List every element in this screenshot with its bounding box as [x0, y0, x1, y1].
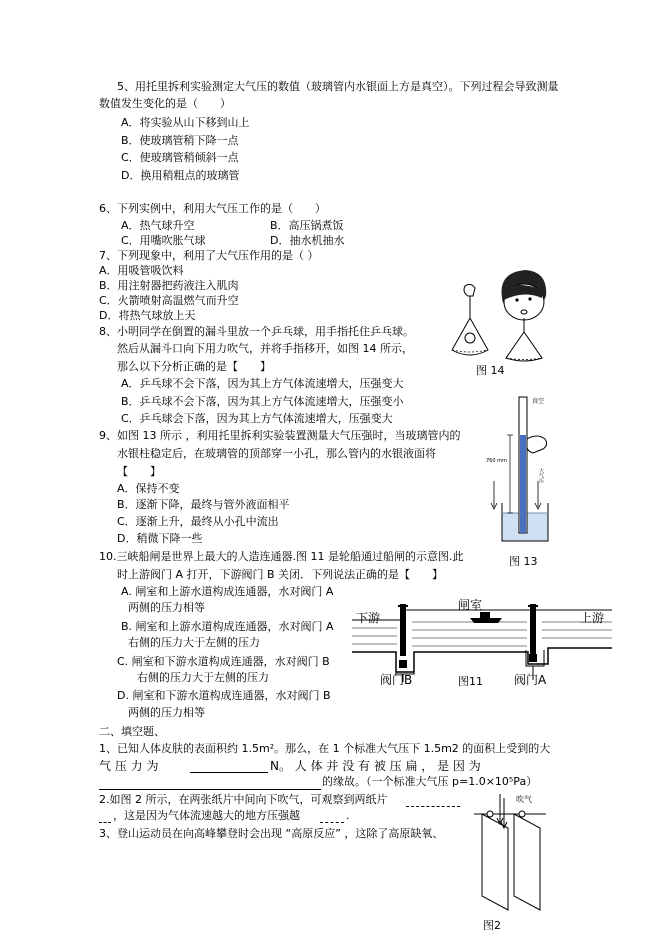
figure-14-illustration	[440, 268, 565, 363]
q10-option-a-line2: 两侧的压力相等	[128, 601, 205, 614]
q6-option-a: A．热气球升空	[121, 219, 195, 232]
f1-line2-end: N。 人 体 并 没 有 被 压 扁 ， 是 因 为	[270, 759, 481, 773]
q6-option-d: D．抽水机抽水	[270, 234, 345, 247]
q7-option-c: C．火箭喷射高温燃气而升空	[99, 294, 239, 307]
figure-11-downstream-label: 下游	[356, 611, 381, 625]
f1-blank-pressure[interactable]	[190, 758, 268, 773]
figure-2-paper-sheets	[460, 792, 560, 922]
q5-stem-line2: 数值发生变化的是（ ）	[99, 97, 231, 110]
q6-option-c: C．用嘴吹胀气球	[121, 234, 206, 247]
q10-option-d-line2: 两侧的压力相等	[128, 706, 205, 719]
q7-option-a: A．用吸管吸饮料	[99, 264, 184, 277]
q10-option-c-line2: 右侧的压力大于左侧的压力	[137, 671, 269, 684]
q7-stem: 7、下列现象中，利用了大气压作用的是（ ）	[99, 249, 319, 262]
q8-stem-line3: 那么以下分析正确的是【 】	[117, 360, 271, 373]
q5-option-d: D．换用稍粗点的玻璃管	[121, 169, 240, 182]
f1-line1: 1、已知人体皮肤的表面积约 1.5m²。那么，在 1 个标准大气压下 1.5m2 的面积上受到的大	[99, 742, 551, 755]
figure-13-caption: 图 13	[509, 555, 538, 568]
f2-line1: 2.如图 2 所示，在两张纸片中间向下吹气，可观察到两纸片	[99, 793, 388, 806]
q10-option-a-line1: A. 闸室和上游水道构成连通器，水对阀门 A	[121, 585, 334, 598]
figure-11-upstream-label: 上游	[580, 611, 605, 625]
q9-option-c: C．逐渐上升，最终从小孔中流出	[117, 515, 279, 528]
q5-option-b: B．使玻璃管稍下降一点	[121, 134, 239, 147]
figure-13-height-label: 760 mm	[486, 458, 507, 464]
f2-blank-observation-cont[interactable]	[99, 809, 111, 823]
figure-11-valve-a-label: 阀门A	[514, 673, 547, 687]
q9-stem-line1: 9、如图 13 所示 ，利用托里拆利实验装置测量大气压强时，当玻璃管内的	[99, 429, 461, 442]
q10-option-d-line1: D. 闸室和下游水道构成连通器，水对阀门 B	[117, 689, 331, 702]
figure-2-caption: 图2	[483, 919, 501, 932]
q10-stem-line1: 10.三峡船闸是世界上最大的人造连通器.图 11 是轮船通过船闸的示意图.此	[99, 550, 464, 563]
q10-option-c-line1: C. 闸室和下游水道构成连通器，水对阀门 B	[117, 655, 330, 668]
q7-option-b: B．用注射器把药液注入肌肉	[99, 279, 239, 292]
f1-blank-reason[interactable]	[99, 775, 321, 790]
q8-stem-line1: 8、小明同学在倒置的漏斗里放一个乒乓球，用手指托住乒乓球。	[99, 325, 414, 338]
q6-option-b: B．高压锅煮饭	[270, 219, 344, 232]
f2-line2: ，这是因为气体流速越大的地方压强越	[113, 809, 300, 822]
q5-stem-line1: 5、用托里拆利实验测定大气压的数值（玻璃管内水银面上方是真空）。下列过程会导致测量	[117, 80, 559, 93]
figure-11-caption: 图11	[458, 675, 483, 688]
q6-stem: 6、下列实例中，利用大气压工作的是（ ）	[99, 202, 326, 215]
f2-blank-observation[interactable]	[406, 793, 460, 807]
q8-option-b: B．乒乓球不会下落，因为其上方气体流速增大，压强变小	[121, 395, 404, 408]
figure-11-valve-b-label: 阀门B	[380, 673, 413, 687]
figure-2-blow-label: 吹气	[516, 795, 532, 804]
figure-13-air-pressure-label: 大气压	[538, 468, 544, 483]
q9-stem-line2: 水银柱稳定后，在玻璃管的顶部穿一小孔，那么管内的水银液面将	[117, 447, 436, 460]
f2-blank-pressure[interactable]	[320, 809, 344, 823]
f1-line3: 的缘故。（一个标准大气压 p=1.0×10⁵Pa）	[322, 775, 538, 788]
figure-13-vacuum-label: 真空	[532, 398, 545, 405]
q8-option-c: C．乒乓球会下落，因为其上方气体流速增大，压强变大	[121, 412, 393, 425]
q7-option-d: D．将热气球放上天	[99, 309, 196, 322]
figure-13-torricelli-apparatus	[480, 395, 560, 545]
q9-option-b: B．逐渐下降，最终与管外液面相平	[117, 498, 290, 511]
q8-option-a: A．乒乓球不会下落，因为其上方气体流速增大，压强变大	[121, 377, 404, 390]
q9-option-a: A．保持不变	[117, 482, 180, 495]
q10-option-b-line1: B. 闸室和上游水道构成连通器，水对阀门 A	[121, 620, 334, 633]
q9-stem-line3: 【 】	[117, 465, 161, 478]
q8-stem-line2: 然后从漏斗口向下用力吹气，并将手指移开，如图 14 所示，	[117, 342, 413, 355]
f1-line2-start: 气 压 力 为	[99, 759, 159, 773]
q5-option-c: C．使玻璃管稍倾斜一点	[121, 151, 239, 164]
f2-line2-period: .	[346, 809, 350, 822]
figure-14-caption: 图 14	[476, 364, 505, 377]
q9-option-d: D．稍微下降一些	[117, 532, 203, 545]
q10-stem-line2: 时上游阀门 A 打开，下游阀门 B 关闭．下列说法正确的是【 】	[117, 568, 444, 581]
q10-option-b-line2: 右侧的压力大于左侧的压力	[128, 636, 260, 649]
f3-line1: 3、登山运动员在向高峰攀登时会出现 “高原反应” ，这除了高原缺氧、	[99, 827, 444, 840]
figure-11-chamber-label: 闸室	[458, 598, 483, 612]
section-2-title: 二、填空题、	[99, 725, 165, 738]
q5-option-a: A．将实验从山下移到山上	[121, 116, 250, 129]
